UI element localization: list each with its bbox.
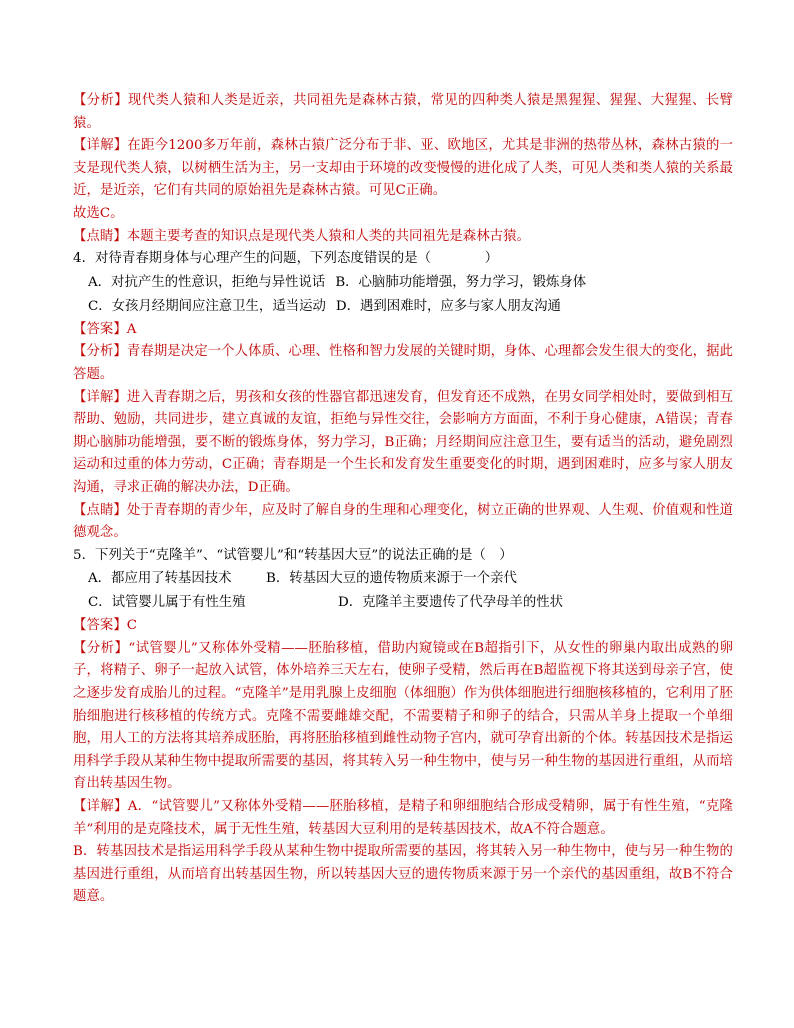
- q4-option-d: D．遇到困难时，应多与家人朋友沟通: [335, 298, 561, 314]
- q4-detail-text: 进入青春期之后，男孩和女孩的性器官都迅速发育，但发育还不成熟，在男女同学相处时，要做到相互帮助、勉励，共同进步，建立真诚的友谊，拒绝与异性交往，会影响方方面面，不利于身心健康，A错误；青春期心脑肺功能增强，要不断的锻炼身体，努力学习，B正确；月经期间应注意卫生，要有适当的活动，避免剧烈运动和过重的体力劳动，C正确；青春期是一个生长和发育发生重要变化的时期，遇到困难时，应多与家人朋友沟通，寻求正确的解决办法，D正确。: [73, 389, 734, 495]
- q4-options-row-1: [73, 271, 733, 295]
- q4-comment: [73, 500, 733, 545]
- answer-label: 【答案】: [73, 618, 127, 634]
- q5-options-row-2: [73, 591, 733, 615]
- q5-detail-a: [73, 796, 733, 841]
- q3-comment: [73, 226, 733, 249]
- comment-label: 【点睛】: [73, 502, 127, 518]
- q5-analysis: [73, 638, 733, 796]
- q4-analysis-text: 青春期是决定一个人体质、心理、性格和智力发展的关键时期，身体、心理都会发生很大的变化，据此答题。: [73, 344, 734, 382]
- q5-answer-value: C: [126, 618, 138, 634]
- q5-option-c: C．试管婴儿属于有性生殖: [88, 595, 246, 611]
- q4-answer: [73, 319, 733, 342]
- q5-option-b: B．转基因大豆的遗传物质来源于一个亲代: [266, 571, 517, 587]
- detail-label: 【详解】: [73, 138, 128, 154]
- q5-option-a: A．都应用了转基因技术: [88, 571, 232, 587]
- analysis-label: 【分析】: [73, 93, 129, 108]
- q5-analysis-text: “试管婴儿”又称体外受精——胚胎移植，借助内窥镜或在B超指引下，从女性的卵巢内取出成熟的卵子，将精子、卵子一起放入试管，体外培养三天左右，使卵子受精，然后再在B超监视下将其送到母亲子宫，使之逐步发育成胎儿的过程。“克隆羊”是用乳腺上皮细胞（体细胞）作为供体细胞进行细胞核移植的，它利用了胚胎细胞进行核移植的传统方式。克隆不需要雌雄交配，不需要精子和卵子的结合，只需从羊身上提取一个单细胞，用人工的方法将其培养成胚胎，再将胚胎移植到雌性动物子宫内，就可孕育出新的个体。转基因技术是指运用科学手段从某种生物中提取所需要的基因，将其转入另一种生物中，使与另一种生物的基因进行重组，从而培育出转基因生物。: [73, 640, 734, 792]
- q5-option-d: D．克隆羊主要遗传了代孕母羊的性状: [338, 595, 563, 611]
- comment-label: 【点睛】: [73, 228, 127, 244]
- q5-options-row-1: [73, 567, 733, 591]
- q4-option-b: B．心脑肺功能增强，努力学习，锻炼身体: [335, 274, 587, 290]
- q4-analysis: [73, 341, 733, 386]
- q4-option-c: C．女孩月经期间应注意卫生，适当运动: [88, 298, 326, 314]
- q3-detail-text: 在距今1200多万年前，森林古猿广泛分布于非、亚、欧地区，尤其是非洲的热带丛林，森林古猿的一支是现代类人猿，以树栖生活为主，另一支却由于环境的改变慢慢的进化成了人类，可见人类和类人猿的关系最近，是近亲，它们有共同的原始祖先是森林古猿。可见C正确。: [73, 138, 734, 199]
- q5-answer: [73, 615, 733, 638]
- q5-detail-a-text: A．“试管婴儿”又称体外受精——胚胎移植，是精子和卵细胞结合形成受精卵，属于有性生殖，“克隆羊”利用的是克隆技术，属于无性生殖，转基因大豆利用的是转基因技术，故A不符合题意。: [73, 799, 733, 837]
- q5-detail-b: B．转基因技术是指运用科学手段从某种生物中提取所需要的基因，将其转入另一种生物中，使与另一种生物的基因进行重组，从而培育出转基因生物，所以转基因大豆的遗传物质来源于另一个亲代的基因重组，故B不符合题意。: [73, 844, 733, 905]
- q3-analysis: [73, 90, 733, 135]
- q3-detail: [73, 135, 733, 203]
- q3-analysis-text: 现代类人猿和人类是近亲，共同祖先是森林古猿，常见的四种类人猿是黑猩猩、猩猩、大猩猩、长臂猿。: [73, 93, 733, 131]
- answer-label: 【答案】: [73, 321, 127, 337]
- q4-comment-text: 处于青春期的青少年，应及时了解自身的生理和心理变化，树立正确的世界观、人生观、价值观和性道德观念。: [73, 502, 734, 541]
- detail-label: 【详解】: [73, 799, 128, 815]
- analysis-label: 【分析】: [73, 640, 129, 656]
- q4-stem: 4．对待青春期身体与心理产生的问题，下列态度错误的是（ ）: [73, 251, 499, 267]
- q3-conclusion: 故选C。: [73, 205, 124, 221]
- detail-label: 【详解】: [73, 389, 127, 405]
- document-page: [73, 90, 733, 909]
- analysis-label: 【分析】: [73, 344, 127, 360]
- q4-option-a: A．对抗产生的性意识，拒绝与异性说话: [88, 274, 326, 290]
- q4-detail: [73, 387, 733, 500]
- q4-answer-value: A: [126, 321, 137, 337]
- q4-options-row-2: [73, 295, 733, 319]
- q3-comment-text: 本题主要考查的知识点是现代类人猿和人类的共同祖先是森林古猿。: [126, 228, 530, 244]
- q5-stem: 5．下列关于“克隆羊”、“试管婴儿”和“转基因大豆”的说法正确的是（ ）: [73, 547, 513, 563]
